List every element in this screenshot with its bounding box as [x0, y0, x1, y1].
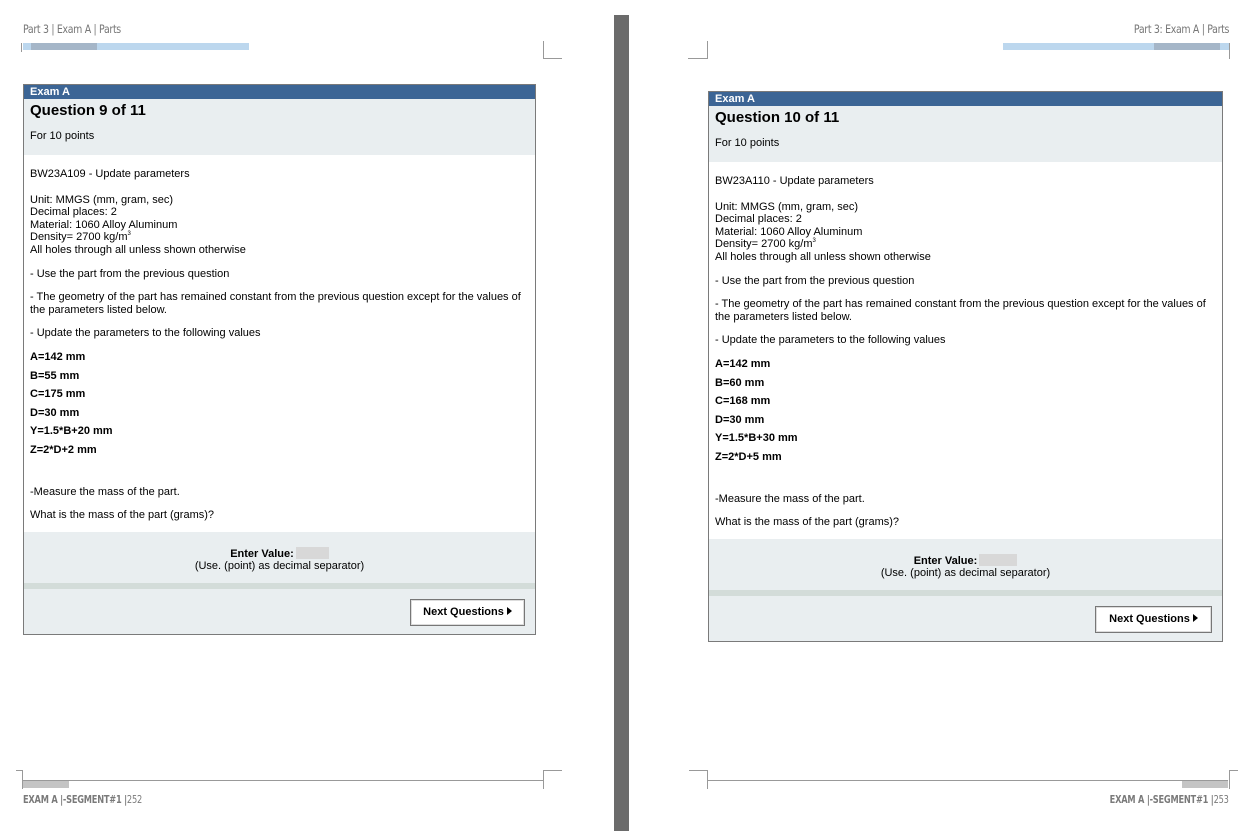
crop-mark: [689, 770, 708, 789]
page-footer: [1110, 793, 1229, 806]
enter-value-label: Enter Value:: [913, 554, 978, 567]
enter-value-label: Enter Value:: [230, 547, 294, 560]
density-exponent: 3: [127, 231, 131, 238]
param-d: D=30 mm: [715, 413, 765, 426]
header-bar-accent: [31, 43, 97, 50]
exam-label: Exam A: [709, 92, 1222, 106]
question-header: [24, 99, 535, 155]
measure-instruction: -Measure the mass of the part.: [30, 485, 180, 498]
param-d: D=30 mm: [30, 406, 80, 419]
question-points: For 10 points: [30, 130, 95, 142]
crop-mark: [688, 41, 708, 59]
instruction: - The geometry of the part has remained constant from the previous question except for the values of the parameters listed below.: [30, 291, 521, 316]
measure-instruction: -Measure the mass of the part.: [715, 492, 865, 505]
question-header: [709, 106, 1222, 162]
play-arrow-icon: [507, 607, 512, 615]
density-text: Density= 2700 kg/m: [715, 238, 813, 251]
question-body: [24, 155, 535, 522]
nav-area: [709, 596, 1222, 641]
page-number: 253: [1213, 793, 1229, 806]
instruction: - Update the parameters to the following values: [715, 334, 946, 347]
page-header: Part 3: Exam A | Parts: [1133, 22, 1229, 36]
spec-holes: All holes through all unless shown otherwise: [30, 243, 246, 256]
param-c: C=175 mm: [30, 388, 86, 401]
density-text: Density= 2700 kg/m: [30, 231, 128, 244]
spec-density: [715, 238, 1216, 251]
question-code: BW23A109 - Update parameters: [30, 168, 190, 180]
spec-unit: Unit: MMGS (mm, gram, sec): [30, 193, 174, 206]
next-questions-label: Next Questions: [1109, 612, 1190, 625]
param-b: B=60 mm: [715, 376, 765, 389]
crop-mark: [1229, 770, 1238, 789]
question-body: [709, 162, 1222, 529]
question-panel: [23, 84, 536, 635]
page-left: [0, 0, 614, 831]
instruction: - Use the part from the previous question: [30, 267, 230, 280]
spec-decimals: Decimal places: 2: [30, 206, 117, 219]
spec-block: [715, 201, 1216, 264]
book-spine: [614, 15, 629, 831]
question-ask: What is the mass of the part (grams)?: [30, 509, 215, 522]
decimal-hint: (Use. (point) as decimal separator): [880, 566, 1051, 579]
param-a: A=142 mm: [715, 357, 771, 370]
spec-unit: Unit: MMGS (mm, gram, sec): [715, 200, 859, 213]
footer-rule: [23, 780, 543, 781]
answer-area: [709, 539, 1222, 590]
crop-mark: [543, 770, 562, 789]
question-title: Question 10 of 11: [715, 109, 840, 126]
param-z: Z=2*D+5 mm: [715, 450, 782, 463]
page-number: 252: [126, 793, 143, 806]
nav-area: [24, 589, 535, 634]
footer-label: EXAM A |-SEGMENT#1 |: [23, 793, 127, 806]
next-questions-button[interactable]: [410, 599, 525, 626]
value-input[interactable]: [296, 547, 329, 559]
crop-mark: [21, 43, 23, 52]
question-ask: What is the mass of the part (grams)?: [715, 516, 900, 529]
param-c: C=168 mm: [715, 395, 771, 408]
answer-area: [24, 532, 535, 583]
crop-mark: [16, 770, 23, 789]
instruction: - The geometry of the part has remained constant from the previous question except for the values of the parameters listed below.: [715, 298, 1206, 323]
density-exponent: 3: [812, 238, 816, 245]
question-title: Question 9 of 11: [30, 102, 146, 119]
footer-bar: [1182, 781, 1228, 788]
crop-mark: [543, 41, 562, 59]
spec-density: [30, 231, 529, 244]
spec-holes: All holes through all unless shown otherwise: [715, 250, 931, 263]
decimal-hint: (Use. (point) as decimal separator): [194, 559, 365, 572]
spec-material: Material: 1060 Alloy Aluminum: [30, 218, 178, 231]
question-panel: [708, 91, 1223, 642]
header-bar-accent: [1154, 43, 1220, 50]
param-a: A=142 mm: [30, 350, 86, 363]
spec-material: Material: 1060 Alloy Aluminum: [715, 225, 863, 238]
value-input[interactable]: [979, 554, 1017, 566]
exam-label: Exam A: [24, 85, 535, 99]
crop-mark: [1229, 43, 1231, 59]
spec-decimals: Decimal places: 2: [715, 213, 802, 226]
spec-block: [30, 194, 529, 257]
question-points: For 10 points: [715, 137, 780, 149]
footer-rule: [708, 780, 1228, 781]
param-y: Y=1.5*B+30 mm: [715, 432, 798, 445]
footer-bar: [23, 781, 69, 788]
instruction: - Use the part from the previous question: [715, 274, 915, 287]
question-code: BW23A110 - Update parameters: [715, 175, 874, 187]
next-questions-button[interactable]: [1095, 606, 1212, 633]
param-b: B=55 mm: [30, 369, 80, 382]
page-footer: [23, 793, 142, 806]
page-header: Part 3 | Exam A | Parts: [23, 22, 121, 36]
next-questions-label: Next Questions: [423, 605, 504, 618]
param-z: Z=2*D+2 mm: [30, 443, 97, 456]
footer-label: EXAM A |-SEGMENT#1 |: [1109, 793, 1214, 806]
param-y: Y=1.5*B+20 mm: [30, 425, 113, 438]
play-arrow-icon: [1193, 614, 1198, 622]
page-right: [629, 0, 1253, 831]
instruction: - Update the parameters to the following values: [30, 327, 261, 340]
